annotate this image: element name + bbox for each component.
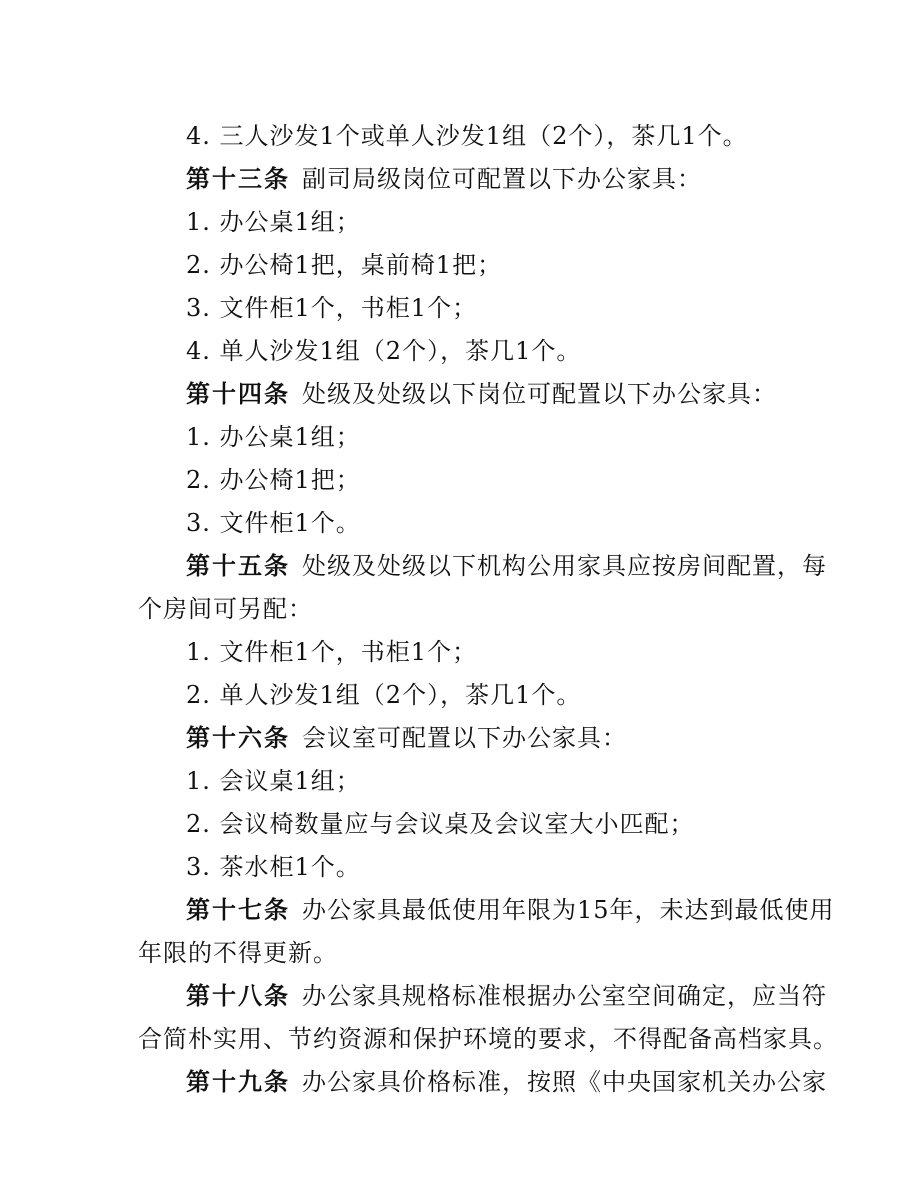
article-16 [186,724,798,752]
article-heading: 第十三条 [186,165,290,193]
list-item: 1. 会议桌1组； [186,767,361,795]
article-heading: 第十九条 [186,1068,290,1096]
article-text: 办公家具价格标准，按照《中央国家机关办公家 [302,1068,827,1096]
article-18-continued: 合简朴实用、节约资源和保护环境的要求，不得配备高档家具。 [138,1025,838,1053]
article-heading: 第十五条 [186,552,290,580]
article-15 [186,552,827,580]
article-18 [186,982,827,1010]
article-heading: 第十七条 [186,896,290,924]
list-item: 1. 办公桌1组； [186,208,361,236]
article-text: 处级及处级以下岗位可配置以下办公家具： [302,380,777,408]
article-19 [186,1068,827,1096]
article-heading: 第十六条 [186,724,290,752]
list-item: 2. 单人沙发1组（2个），茶几1个。 [186,681,582,709]
article-13 [186,165,798,193]
article-17-continued: 年限的不得更新。 [138,939,338,967]
article-text: 副司局级岗位可配置以下办公家具： [302,165,702,193]
list-item: 1. 文件柜1个，书柜1个； [186,638,478,666]
article-14 [186,380,798,408]
article-heading: 第十四条 [186,380,290,408]
list-item: 2. 会议椅数量应与会议桌及会议室大小匹配； [186,810,695,838]
article-text: 会议室可配置以下办公家具： [302,724,627,752]
article-heading: 第十八条 [186,982,290,1010]
list-item: 4. 单人沙发1组（2个），茶几1个。 [186,337,582,365]
article-15-continued: 个房间可另配： [138,595,313,623]
list-item: 3. 文件柜1个，书柜1个； [186,294,478,322]
article-text: 处级及处级以下机构公用家具应按房间配置，每 [302,552,827,580]
list-item: 3. 茶水柜1个。 [186,853,361,881]
list-item: 1. 办公桌1组； [186,423,361,451]
list-item: 3. 文件柜1个。 [186,509,361,537]
article-17 [186,896,835,924]
article-text: 办公家具最低使用年限为15年，未达到最低使用 [302,896,835,924]
list-item: 4. 三人沙发1个或单人沙发1组（2个），茶几1个。 [186,122,748,150]
list-item: 2. 办公椅1把，桌前椅1把； [186,251,503,279]
list-item: 2. 办公椅1把； [186,466,361,494]
article-text: 办公家具规格标准根据办公室空间确定，应当符 [302,982,827,1010]
